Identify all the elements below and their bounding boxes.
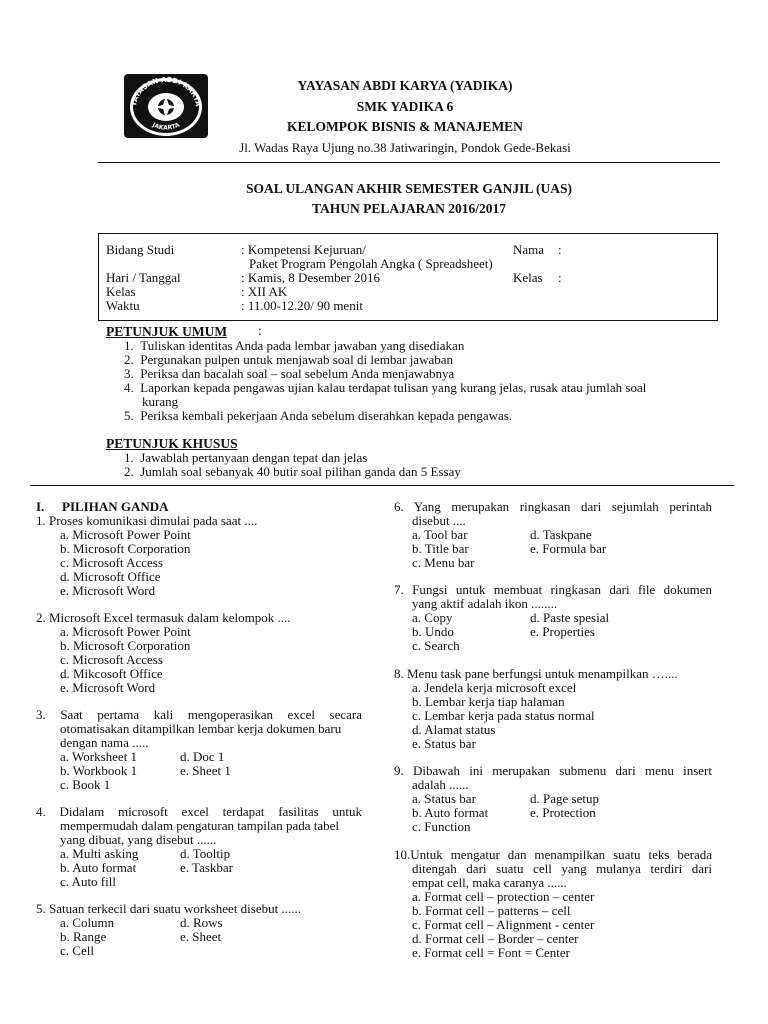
exam-year: TAHUN PELAJARAN 2016/2017 <box>311 201 506 216</box>
q3-option-e[interactable]: e. Sheet 1 <box>180 763 231 778</box>
kelas-label: Kelas <box>106 284 136 299</box>
q8-option-e[interactable]: e. Status bar <box>412 736 476 751</box>
q10-option-b[interactable]: b. Format cell – patterns – cell <box>412 903 571 918</box>
q4-option-a[interactable]: a. Multi asking <box>60 846 139 861</box>
nama-field[interactable]: : <box>558 242 562 257</box>
question-4-line1: 4. Didalam microsoft excel terdapat fasilitas untuk <box>36 804 362 819</box>
school-name: SMK YADIKA 6 <box>356 99 454 114</box>
question-6-line1: 6. Yang merupakan ringkasan dari sejumlah perintah <box>394 499 712 514</box>
list-item: 1. Tuliskan identitas Anda pada lembar jawaban yang disediakan <box>124 338 465 353</box>
kelas-value: : XII AK <box>241 284 288 299</box>
q1-option-b[interactable]: b. Microsoft Corporation <box>60 541 191 556</box>
q1-option-c[interactable]: c. Microsoft Access <box>60 555 163 570</box>
section-divider <box>30 485 734 486</box>
q9-option-d[interactable]: d. Page setup <box>530 791 599 806</box>
question-4-line3: yang dibuat, yang disebut ...... <box>60 832 217 847</box>
question-4-line2: mempermudah dalam pengaturan tampilan pada tabel <box>60 818 340 833</box>
question-2: 2. Microsoft Excel termasuk dalam kelompok .... <box>36 610 291 625</box>
q5-option-a[interactable]: a. Column <box>60 915 115 930</box>
q4-option-b[interactable]: b. Auto format <box>60 860 137 875</box>
q8-option-c[interactable]: c. Lembar kerja pada status normal <box>412 708 595 723</box>
school-logo <box>124 74 208 138</box>
question-6-line2: disebut .... <box>412 513 466 528</box>
q1-option-a[interactable]: a. Microsoft Power Point <box>60 527 191 542</box>
q2-option-c[interactable]: c. Microsoft Access <box>60 652 163 667</box>
q9-option-e[interactable]: e. Protection <box>530 805 596 820</box>
section-title: PILIHAN GANDA <box>62 499 169 514</box>
q4-option-c[interactable]: c. Auto fill <box>60 874 116 889</box>
q1-option-e[interactable]: e. Microsoft Word <box>60 583 156 598</box>
q2-option-a[interactable]: a. Microsoft Power Point <box>60 624 191 639</box>
q5-option-b[interactable]: b. Range <box>60 929 107 944</box>
q4-option-d[interactable]: d. Tooltip <box>180 846 231 861</box>
hari-label: Hari / Tanggal <box>106 270 181 285</box>
list-item-continued: kurang <box>142 394 179 409</box>
q10-option-d[interactable]: d. Format cell – Border – center <box>412 931 579 946</box>
question-9-line2: adalah ...... <box>412 777 469 792</box>
q8-option-a[interactable]: a. Jendela kerja microsoft excel <box>412 680 577 695</box>
q2-option-e[interactable]: e. Microsoft Word <box>60 680 156 695</box>
q3-option-d[interactable]: d. Doc 1 <box>180 749 225 764</box>
petunjuk-khusus-title: PETUNJUK KHUSUS <box>106 436 238 451</box>
q6-option-d[interactable]: d. Taskpane <box>530 527 592 542</box>
q10-option-e[interactable]: e. Format cell = Font = Center <box>412 945 570 960</box>
svg-text:JAKARTA: JAKARTA <box>151 121 181 132</box>
waktu-label: Waktu <box>106 298 140 313</box>
bidang-value: : Kompetensi Kejuruan/ <box>241 242 366 257</box>
kelas2-field[interactable]: : <box>558 270 562 285</box>
q2-option-d[interactable]: d. Mikcosoft Office <box>60 666 163 681</box>
q5-option-e[interactable]: e. Sheet <box>180 929 222 944</box>
list-item: 1. Jawablah pertanyaan dengan tepat dan jelas <box>124 450 368 465</box>
question-9-line1: 9. Dibawah ini merupakan submenu dari menu insert <box>394 763 712 778</box>
q1-option-d[interactable]: d. Microsoft Office <box>60 569 161 584</box>
q10-option-a[interactable]: a. Format cell – protection – center <box>412 889 595 904</box>
waktu-value: : 11.00-12.20/ 90 menit <box>241 298 363 313</box>
section-number: I. <box>36 499 45 514</box>
question-3-line1: 3. Saat pertama kali mengoperasikan excel secara <box>36 707 362 722</box>
petunjuk-umum-colon: : <box>258 323 262 338</box>
question-5: 5. Satuan terkecil dari suatu worksheet disebut ...... <box>36 901 301 916</box>
q6-option-c[interactable]: c. Menu bar <box>412 555 475 570</box>
group-name: KELOMPOK BISNIS & MANAJEMEN <box>287 119 523 134</box>
question-3-line3: dengan nama ..... <box>60 735 149 750</box>
q9-option-a[interactable]: a. Status bar <box>412 791 476 806</box>
nama-label: Nama <box>513 242 545 257</box>
list-item: 5. Periksa kembali pekerjaan Anda sebelum diserahkan kepada pengawas. <box>124 408 513 423</box>
question-8: 8. Menu task pane berfungsi untuk menampilkan ….... <box>394 666 678 681</box>
list-item: 2. Jumlah soal sebanyak 40 butir soal pilihan ganda dan 5 Essay <box>124 464 461 479</box>
q6-option-e[interactable]: e. Formula bar <box>530 541 607 556</box>
bidang-label: Bidang Studi <box>106 242 175 257</box>
q6-option-a[interactable]: a. Tool bar <box>412 527 468 542</box>
q9-option-c[interactable]: c. Function <box>412 819 471 834</box>
question-10-line3: empat cell, maka caranya ...... <box>412 875 567 890</box>
q5-option-d[interactable]: d. Rows <box>180 915 223 930</box>
q7-option-d[interactable]: d. Paste spesial <box>530 610 610 625</box>
question-1: 1. Proses komunikasi dimulai pada saat .... <box>36 513 258 528</box>
exam-title: SOAL ULANGAN AKHIR SEMESTER GANJIL (UAS) <box>246 181 572 196</box>
svg-text:YAYASAN ABDI KARYA: YAYASAN ABDI KARYA <box>130 75 203 108</box>
q3-option-a[interactable]: a. Worksheet 1 <box>60 749 138 764</box>
q7-option-b[interactable]: b. Undo <box>412 624 454 639</box>
foundation-name: YAYASAN ABDI KARYA (YADIKA) <box>297 78 513 93</box>
list-item: 4. Laporkan kepada pengawas ujian kalau terdapat tulisan yang kurang jelas, rusak atau jumlah soal <box>124 380 647 395</box>
q8-option-d[interactable]: d. Alamat status <box>412 722 496 737</box>
petunjuk-umum-title: PETUNJUK UMUM <box>106 324 228 339</box>
question-7-line2: yang aktif adalah ikon ........ <box>412 596 558 611</box>
q5-option-c[interactable]: c. Cell <box>60 943 94 958</box>
question-10-line1: 10.Untuk mengatur dan menampilkan suatu teks berada <box>394 847 712 862</box>
q7-option-c[interactable]: c. Search <box>412 638 460 653</box>
q7-option-a[interactable]: a. Copy <box>412 610 453 625</box>
q7-option-e[interactable]: e. Properties <box>530 624 595 639</box>
q9-option-b[interactable]: b. Auto format <box>412 805 489 820</box>
bidang-value-2: Paket Program Pengolah Angka ( Spreadsheet) <box>249 256 493 271</box>
exam-info-box <box>98 233 718 321</box>
list-item: 3. Periksa dan bacalah soal – soal sebelum Anda menjawabnya <box>124 366 455 381</box>
question-10-line2: ditengah dari suatu cell yang mulanya terdiri dari <box>412 861 712 876</box>
q4-option-e[interactable]: e. Taskbar <box>180 860 233 875</box>
question-3-line2: otomatisakan ditampilkan lembar kerja dokumen baru <box>60 721 342 736</box>
header-divider <box>98 162 720 163</box>
q6-option-b[interactable]: b. Title bar <box>412 541 469 556</box>
kelas2-label: Kelas <box>513 270 543 285</box>
q2-option-b[interactable]: b. Microsoft Corporation <box>60 638 191 653</box>
school-address: Jl. Wadas Raya Ujung no.38 Jatiwaringin, Pondok Gede-Bekasi <box>239 140 571 155</box>
q10-option-c[interactable]: c. Format cell – Alignment - center <box>412 917 595 932</box>
question-7-line1: 7. Fungsi untuk membuat ringkasan dari file dokumen <box>394 582 712 597</box>
q3-option-b[interactable]: b. Workbook 1 <box>60 763 138 778</box>
q3-option-c[interactable]: c. Book 1 <box>60 777 111 792</box>
hari-value: : Kamis, 8 Desember 2016 <box>241 270 381 285</box>
q8-option-b[interactable]: b. Lembar kerja tiap halaman <box>412 694 565 709</box>
list-item: 2. Pergunakan pulpen untuk menjawab soal di lembar jawaban <box>124 352 454 367</box>
